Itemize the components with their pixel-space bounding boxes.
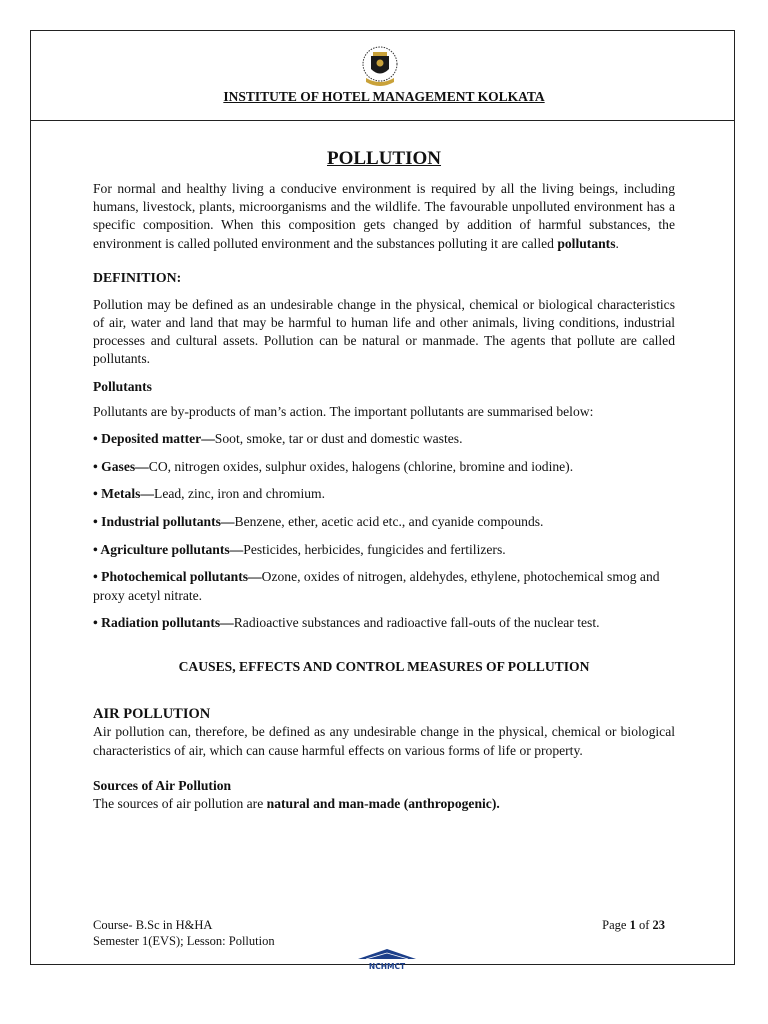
footer-semester: Semester 1(EVS); Lesson: Pollution <box>93 934 275 948</box>
list-item: • Radiation pollutants—Radioactive substances and radioactive fall-outs of the nuclear test. <box>93 615 600 631</box>
pollutants-intro: Pollutants are by-products of man’s action. The important pollutants are summarised below: <box>93 403 594 419</box>
document-body <box>93 148 675 813</box>
intro-text: For normal and healthy living a conducive environment is required by all the living beings, including humans, livestock, plants, microorganisms and the wildlife. The favourable unpolluted environment has a specific composition. When this composition gets changed by addition of harmful substances, the environment is called polluted environment and the substances polluting it are called <box>93 181 675 251</box>
nchmct-logo <box>352 945 422 973</box>
air-pollution-heading: AIR POLLUTION <box>93 706 211 723</box>
sources-heading: Sources of Air Pollution <box>93 777 232 793</box>
list-item: • Industrial pollutants—Benzene, ether, acetic acid etc., and cyanide compounds. <box>93 513 544 529</box>
page-number: Page 1 of 23 <box>602 918 665 932</box>
causes-heading: CAUSES, EFFECTS AND CONTROL MEASURES OF POLLUTION <box>178 659 590 675</box>
list-item: • Deposited matter—Soot, smoke, tar or dust and domestic wastes. <box>93 430 463 446</box>
footer-course: Course- B.Sc in H&HA <box>93 918 213 932</box>
definition-paragraph: Pollution may be defined as an undesirable change in the physical, chemical or biological characteristics of air, water and land that may be harmful to human life and other animals, living conditions, industrial processes and cultural assets. Pollution can be natural or manmade. The agents that pollute are called pollutants. <box>93 296 675 367</box>
header-divider <box>30 120 735 121</box>
list-item: • Photochemical pollutants—Ozone, oxides of nitrogen, aldehydes, ethylene, photochemical smog and proxy acetyl nitrate. <box>93 569 660 603</box>
intro-paragraph <box>93 180 675 253</box>
pollutants-heading: Pollutants <box>93 378 152 394</box>
list-item: • Gases—CO, nitrogen oxides, sulphur oxides, halogens (chlorine, bromine and iodine). <box>93 458 574 474</box>
footer-course-info <box>93 917 275 949</box>
institute-emblem-logo <box>352 42 408 92</box>
definition-heading: DEFINITION: <box>93 269 182 285</box>
nchmct-logo-text: NCHMCT <box>368 962 406 971</box>
list-item: • Agriculture pollutants—Pesticides, herbicides, fungicides and fertilizers. <box>93 541 506 557</box>
sources-paragraph: The sources of air pollution are natural and man-made (anthropogenic). <box>93 795 500 811</box>
list-item: • Metals—Lead, zinc, iron and chromium. <box>93 486 326 502</box>
page-title: POLLUTION <box>326 148 442 169</box>
intro-bold-term: pollutants <box>557 235 616 251</box>
air-pollution-paragraph: Air pollution can, therefore, be defined as any undesirable change in the physical, chemical or biological characteristics of air, which can cause harmful effects on various forms of life or property. <box>93 724 675 758</box>
pollutants-list <box>93 430 675 633</box>
intro-end: . <box>615 235 619 251</box>
institute-name: INSTITUTE OF HOTEL MANAGEMENT KOLKATA <box>223 89 545 104</box>
